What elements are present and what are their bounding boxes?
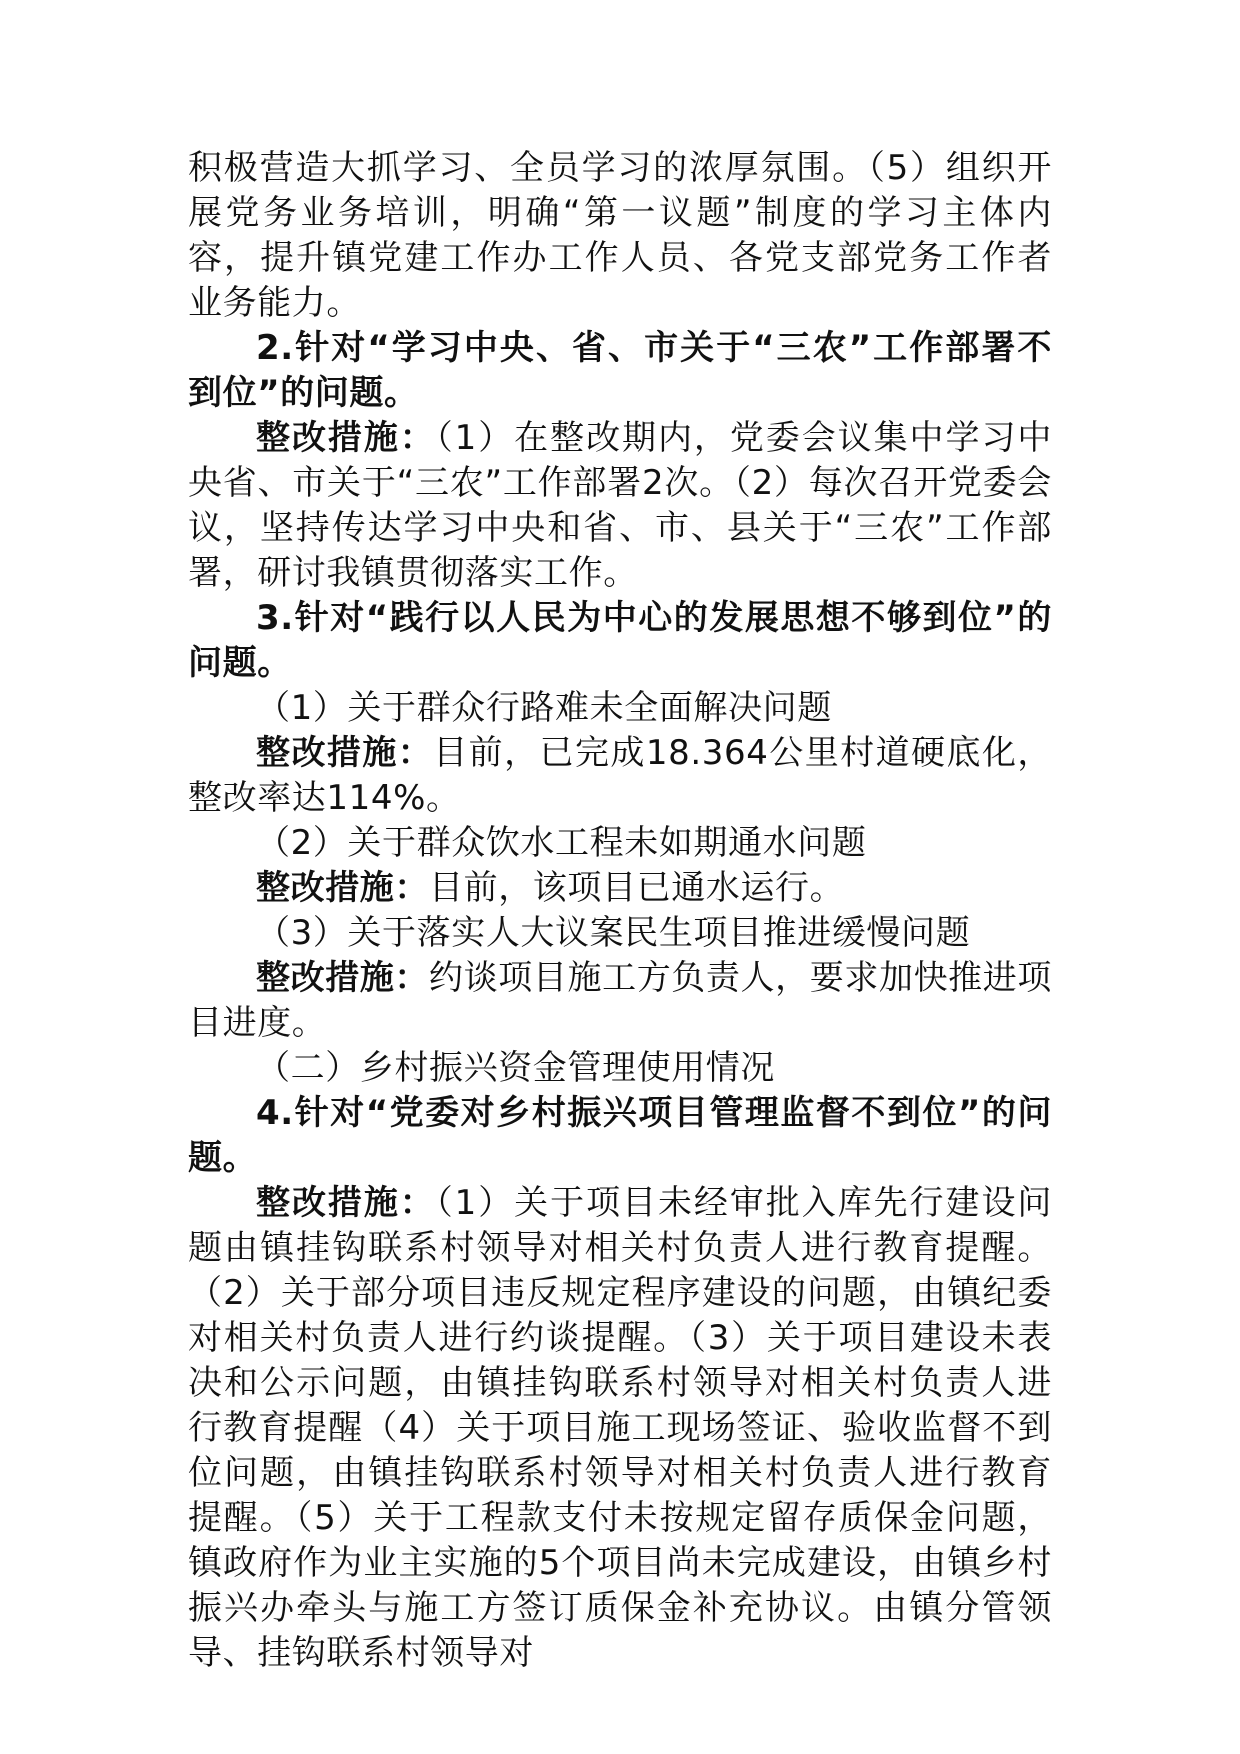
- section-heading: [188, 1091, 1052, 1181]
- measure-text: 约谈项目施工方负责人，要求加快推进项目进度。: [188, 958, 1052, 1043]
- body-paragraph: [188, 146, 1052, 326]
- measure-paragraph: [188, 416, 1052, 596]
- subitem-paragraph: [188, 911, 1052, 956]
- measure-label: 整改措施：: [256, 958, 430, 998]
- heading-text: 3.针对“践行以人民为中心的发展思想不够到位”的问题。: [188, 598, 1052, 683]
- paragraph-text: （1）关于群众行路难未全面解决问题: [256, 688, 832, 728]
- measure-text: （1）在整改期内，党委会议集中学习中央省、市关于“三农”工作部署2次。（2）每次召开党委会议，坚持传达学习中央和省、市、县关于“三农”工作部署，研讨我镇贯彻落实工作。: [188, 418, 1052, 593]
- measure-label: 整改措施：: [256, 868, 429, 908]
- paragraph-text: 积极营造大抓学习、全员学习的浓厚氛围。（5）组织开展党务业务培训，明确“第一议题”制度的学习主体内容，提升镇党建工作办工作人员、各党支部党务工作者业务能力。: [188, 148, 1052, 323]
- measure-label: 整改措施：: [256, 733, 434, 773]
- paragraph-text: （二）乡村振兴资金管理使用情况: [256, 1048, 775, 1088]
- measure-label: 整改措施：: [256, 418, 436, 458]
- subitem-paragraph: [188, 821, 1052, 866]
- measure-paragraph: [188, 866, 1052, 911]
- heading-text: 2.针对“学习中央、省、市关于“三农”工作部署不到位”的问题。: [188, 328, 1052, 413]
- measure-text: 目前，已完成18.364公里村道硬底化，整改率达114%。: [188, 733, 1052, 818]
- heading-text: 4.针对“党委对乡村振兴项目管理监督不到位”的问题。: [188, 1093, 1052, 1178]
- measure-text: 目前，该项目已通水运行。: [429, 868, 845, 908]
- measure-text: （1）关于项目未经审批入库先行建设问题由镇挂钩联系村领导对相关村负责人进行教育提醒。（2）关于部分项目违反规定程序建设的问题，由镇纪委对相关村负责人进行约谈提醒。（3）关于项目建设未表决和公示问题，由镇挂钩联系村领导对相关村负责人进行教育提醒（4）关于项目施工现场签证、验收监督不到位问题，由镇挂钩联系村领导对相关村负责人进行教育提醒。（5）关于工程款支付未按规定留存质保金问题，镇政府作为业主实施的5个项目尚未完成建设，由镇乡村振兴办牵头与施工方签订质保金补充协议。由镇分管领导、挂钩联系村领导对: [188, 1183, 1052, 1673]
- subsection-paragraph: [188, 1046, 1052, 1091]
- section-heading: [188, 326, 1052, 416]
- measure-paragraph: [188, 1181, 1052, 1676]
- section-heading: [188, 596, 1052, 686]
- measure-paragraph: [188, 956, 1052, 1046]
- paragraph-text: （3）关于落实人大议案民生项目推进缓慢问题: [256, 913, 971, 953]
- paragraph-text: （2）关于群众饮水工程未如期通水问题: [256, 823, 867, 863]
- measure-paragraph: [188, 731, 1052, 821]
- document-body: [188, 146, 1052, 1676]
- measure-label: 整改措施：: [256, 1183, 436, 1223]
- subitem-paragraph: [188, 686, 1052, 731]
